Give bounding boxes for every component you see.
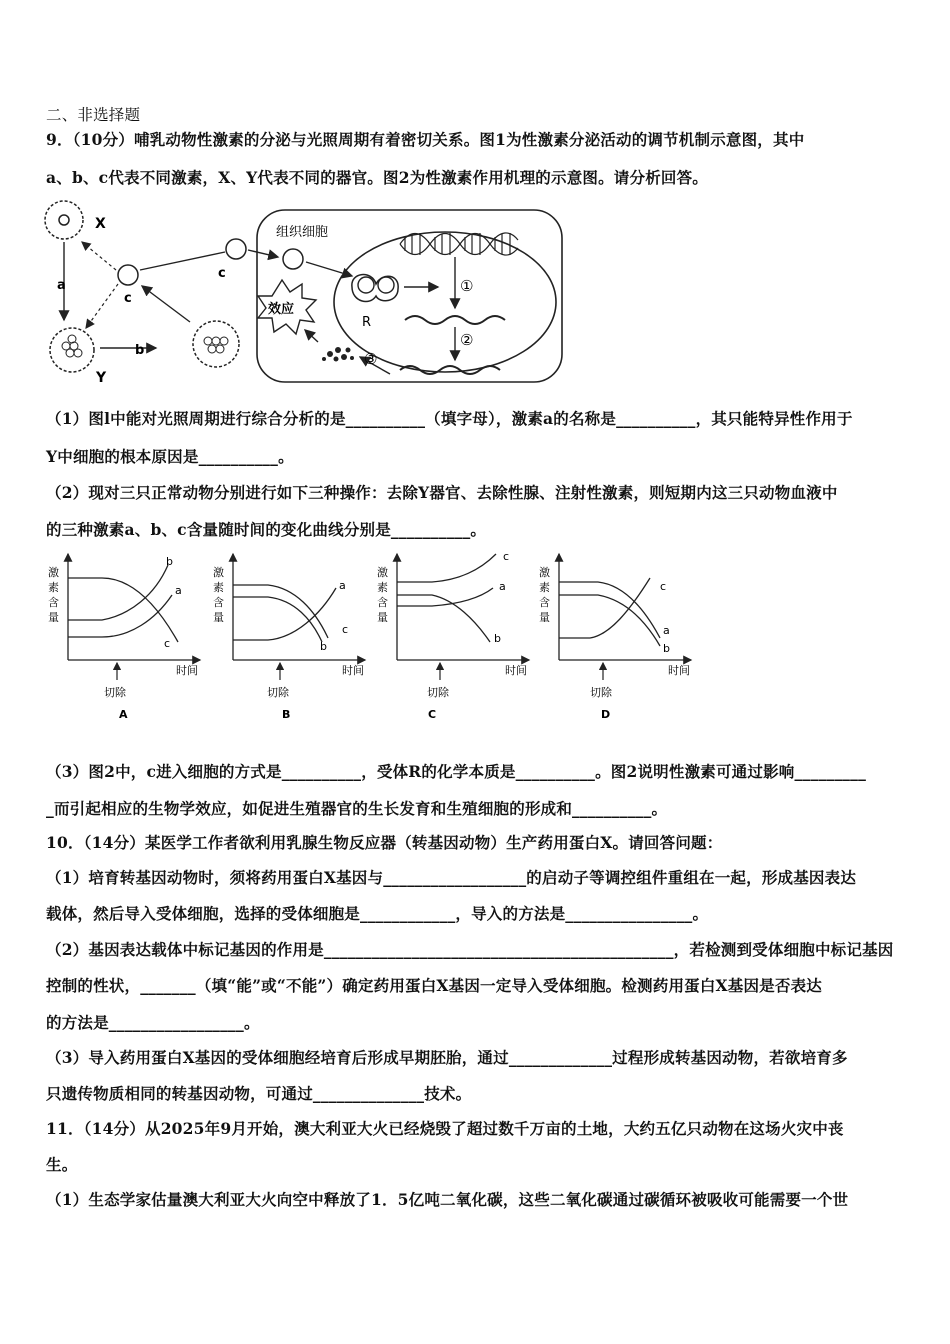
svg-text:含: 含 (377, 596, 388, 609)
hormone-c-in-cell (283, 249, 303, 269)
label-x: X (95, 216, 106, 232)
dna (400, 233, 518, 255)
hormone-c (118, 265, 138, 285)
svg-text:激: 激 (213, 566, 224, 579)
q11-line-1: 11．（14分）从2025年9月开始，澳大利亚大火已经烧毁了超过数千万亩的土地，大约五亿只动物在这场火灾中丧 (46, 1119, 844, 1138)
svg-text:素: 素 (213, 581, 224, 594)
q11-line-2: 生。 (46, 1155, 78, 1174)
q9-1-line-2: Y中细胞的根本原因是__________。 (46, 447, 294, 466)
hormone-graphs (0, 550, 950, 720)
svg-text:素: 素 (539, 581, 550, 594)
svg-text:a: a (339, 579, 346, 592)
svg-text:切除: 切除 (104, 686, 126, 699)
svg-text:c: c (503, 550, 510, 563)
effect-label: 效应 (268, 302, 295, 317)
svg-text:b: b (494, 632, 501, 645)
svg-text:含: 含 (539, 596, 550, 609)
svg-text:a: a (663, 624, 670, 637)
cell-title: 组织细胞 (276, 225, 329, 240)
q10-3-line-1: （3）导入药用蛋白X基因的受体细胞经培育后形成早期胚胎，通过_____________过程形成转基因动物，若欲培育多 (46, 1048, 848, 1067)
label-y: Y (96, 370, 107, 386)
q10-1-line-2: 载体，然后导入受体细胞，选择的受体细胞是____________，导入的方法是________________。 (46, 904, 709, 923)
q10-2-line-3: 的方法是_________________。 (46, 1013, 260, 1032)
svg-text:量: 量 (48, 611, 59, 624)
svg-text:b: b (663, 642, 670, 655)
svg-text:时间: 时间 (505, 664, 527, 677)
q9-3-line-1: （3）图2中，c进入细胞的方式是__________，受体R的化学本质是__________。图2说明性激素可通过影响_________ (46, 762, 867, 781)
svg-text:含: 含 (48, 596, 59, 609)
receptor-r (352, 275, 398, 302)
step-3: ③ (364, 350, 378, 368)
svg-text:激: 激 (377, 566, 388, 579)
svg-text:b: b (166, 555, 173, 568)
q9-3-line-2: _而引起相应的生物学效应，如促进生殖器官的生长发育和生殖细胞的形成和__________。 (46, 799, 668, 818)
svg-text:b: b (320, 640, 327, 653)
q9-line-2: a、b、c代表不同激素，X、Y代表不同的器官。图2为性激素作用机理的示意图。请分析回答。 (46, 168, 708, 187)
label-c1: c (124, 291, 132, 306)
q10-2-line-1: （2）基因表达载体中标记基因的作用是____________________________________________，若检测到受体细胞中标记基因 (46, 940, 894, 959)
svg-text:时间: 时间 (176, 664, 198, 677)
label-c2: c (218, 266, 226, 281)
q10-1-line-1: （1）培育转基因动物时，须将药用蛋白X基因与__________________的启动子等调控组件重组在一起，形成基因表达 (46, 868, 857, 887)
mrna (405, 316, 505, 324)
svg-text:激: 激 (539, 566, 550, 579)
step-1: ① (460, 277, 474, 295)
svg-text:素: 素 (48, 581, 59, 594)
q9-2-line-1: （2）现对三只正常动物分别进行如下三种操作：去除Y器官、去除性腺、注射性激素，则短期内这三只动物血液中 (46, 483, 838, 502)
q9-2-line-2: 的三种激素a、b、c含量随时间的变化曲线分别是__________。 (46, 520, 487, 539)
label-r: R (362, 315, 372, 330)
q9-1-line-1: （1）图l中能对光照周期进行综合分析的是__________（填字母），激素a的名称是__________，其只能特异性作用于 (46, 409, 853, 428)
label-a: a (57, 278, 66, 293)
svg-text:a: a (175, 584, 182, 597)
organ-x (45, 201, 83, 239)
q10-3-line-2: 只遗传物质相同的转基因动物，可通过______________技术。 (46, 1084, 472, 1103)
q10-line-1: 10．（14分）某医学工作者欲利用乳腺生物反应器（转基因动物）生产药用蛋白X。请回答问题： (46, 833, 723, 852)
svg-text:量: 量 (377, 611, 388, 624)
q9-line-1: 9．（10分）哺乳动物性激素的分泌与光照周期有着密切关系。图1为性激素分泌活动的调节机制示意图，其中 (46, 130, 805, 149)
svg-text:量: 量 (213, 611, 224, 624)
hormone-c-free (226, 239, 246, 259)
svg-text:C: C (428, 708, 437, 720)
svg-text:D: D (601, 708, 611, 720)
svg-text:A: A (119, 708, 128, 720)
graph-d (539, 554, 691, 720)
svg-text:c: c (342, 623, 349, 636)
figure-1-2-diagram (0, 192, 950, 392)
svg-text:切除: 切除 (267, 686, 289, 699)
q11-1-line-1: （1）生态学家估量澳大利亚大火向空中释放了1．5亿吨二氧化碳，这些二氧化碳通过碳循环被吸收可能需要一个世 (46, 1190, 849, 1209)
step-2: ② (460, 331, 474, 349)
label-b: b (135, 343, 145, 358)
graph-a (48, 554, 200, 720)
graph-c (377, 550, 529, 720)
svg-text:c: c (164, 637, 171, 650)
svg-text:B: B (282, 708, 291, 720)
protein-clump (322, 347, 354, 362)
graph-b (213, 554, 365, 720)
svg-text:含: 含 (213, 596, 224, 609)
svg-text:量: 量 (539, 611, 550, 624)
gonad (193, 321, 239, 367)
svg-text:时间: 时间 (342, 664, 364, 677)
svg-text:时间: 时间 (668, 664, 690, 677)
q10-2-line-2: 控制的性状，_______（填“能”或“不能”）确定药用蛋白X基因一定导入受体细胞。检测药用蛋白X基因是否表达 (46, 976, 822, 995)
svg-text:切除: 切除 (427, 686, 449, 699)
organ-y (50, 328, 94, 372)
svg-text:切除: 切除 (590, 686, 612, 699)
svg-text:激: 激 (48, 566, 59, 579)
svg-text:c: c (660, 580, 667, 593)
section-title: 二、非选择题 (46, 106, 141, 124)
svg-text:a: a (499, 580, 506, 593)
svg-text:素: 素 (377, 581, 388, 594)
